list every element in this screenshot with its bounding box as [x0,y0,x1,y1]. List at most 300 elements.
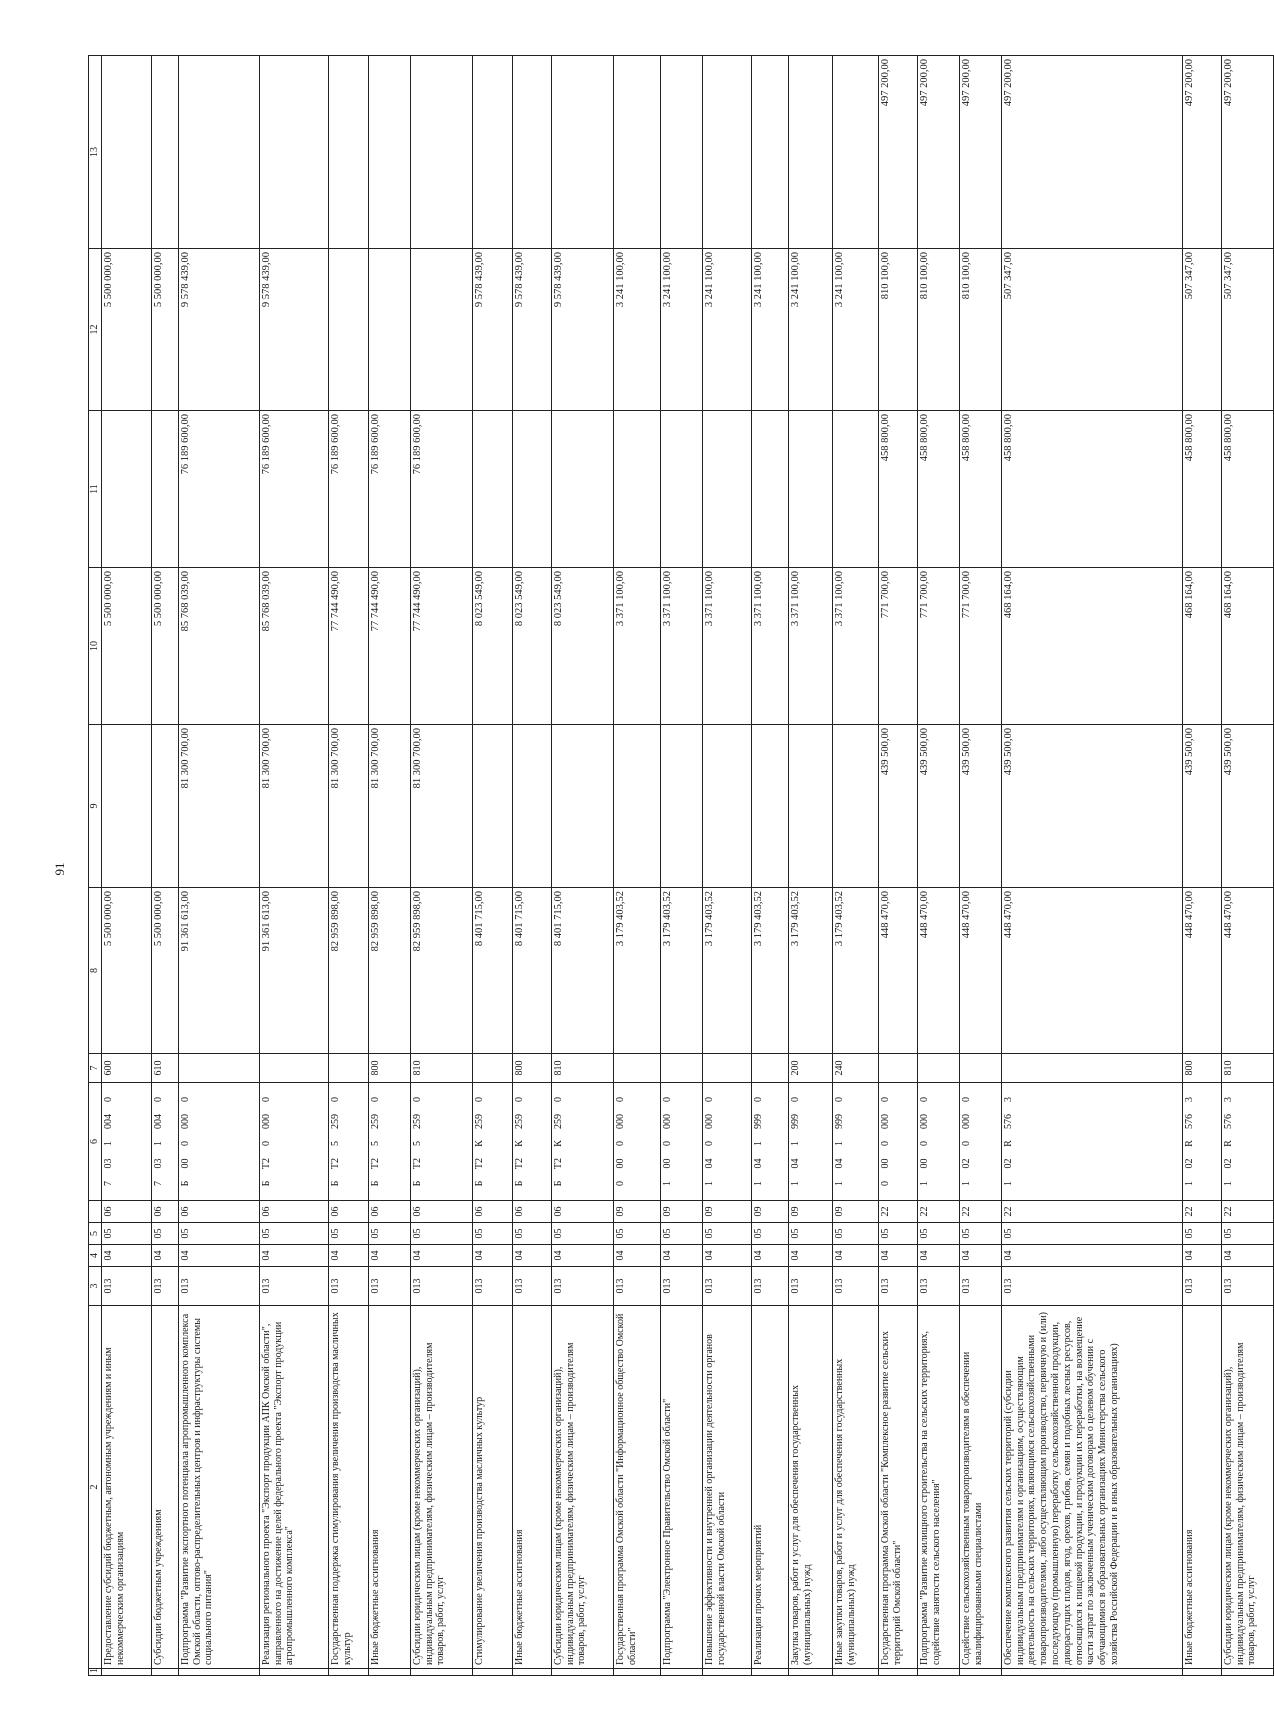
code-part: 04 [789,1158,801,1169]
section-code: 04 [328,1245,368,1267]
amount-c8: 5 500 000,00 [151,888,178,1054]
code-part: 000 [918,1114,930,1129]
program-code: 06 [328,1201,368,1223]
code-part: 04 [833,1158,845,1169]
code-part: 0 [703,1097,715,1102]
program-code: 22 [917,1201,959,1223]
amount-c11 [472,411,512,568]
amount-c10: 3 371 100,00 [751,568,788,725]
amount-c13 [551,56,613,249]
row-marker-cell [702,1669,751,1676]
amount-c10: 85 768 039,00 [259,568,328,725]
code-part: Б [329,1180,341,1187]
table-row [101,56,151,1676]
ministry-code: 013 [959,1267,1001,1306]
ministry-code: 013 [178,1267,259,1306]
code-part: Т2 [369,1157,381,1170]
amount-c12: 810 100,00 [917,249,959,411]
amount-c13: 497 200,00 [917,56,959,249]
row-name: Государственная программа Омской области "Информационное общество Омской области" [613,1306,660,1669]
amount-c8: 82 959 898,00 [410,888,472,1054]
code-part: 1 [703,1181,715,1186]
amount-c10: 468 164,00 [1182,568,1221,725]
code-part: 259 [369,1114,381,1129]
code-part: 03 [102,1158,114,1169]
amount-c12: 3 241 100,00 [788,249,832,411]
program-code: 09 [613,1201,660,1223]
amount-c13 [328,56,368,249]
code-part: 0 [960,1141,972,1146]
section-code: 04 [101,1245,151,1267]
amount-c9 [472,725,512,888]
ministry-code: 013 [1001,1267,1182,1306]
table-row [751,56,788,1676]
subsection-code: 05 [328,1223,368,1245]
code-part: 3 [1183,1097,1195,1102]
code-part: 1 [789,1141,801,1146]
amount-c13 [788,56,832,249]
code-part: Б [411,1180,423,1187]
amount-c12: 5 500 000,00 [151,249,178,411]
amount-c12: 9 578 439,00 [472,249,512,411]
code-part: 00 [614,1158,626,1169]
amount-c9 [151,725,178,888]
row-name: Государственная поддержка стимулирования увеличения производства масличных культур [328,1306,368,1669]
section-code: 04 [178,1245,259,1267]
code-part: 999 [833,1114,845,1129]
code-part: 00 [879,1158,891,1169]
table-row [472,56,512,1676]
amount-c13 [151,56,178,249]
amount-c11: 76 189 600,00 [410,411,472,568]
row-name: Иные закупки товаров, работ и услуг для обеспечения государственных (муниципальных) нужд [832,1306,878,1669]
program-code: 06 [151,1201,178,1223]
section-code: 04 [472,1245,512,1267]
amount-c9: 439 500,00 [959,725,1001,888]
amount-c12: 810 100,00 [878,249,917,411]
expense-type-code: 610 [151,1054,178,1083]
row-marker-cell [551,1669,613,1676]
code-part: 1 [960,1181,972,1186]
row-name: Субсидии бюджетным учреждениям [151,1306,178,1669]
subsection-code: 05 [959,1223,1001,1245]
section-code: 04 [613,1245,660,1267]
ministry-code: 013 [917,1267,959,1306]
amount-c12: 3 241 100,00 [613,249,660,411]
ministry-code: 013 [751,1267,788,1306]
amount-c10: 8 023 549,00 [551,568,613,725]
section-code: 04 [410,1245,472,1267]
amount-c11 [832,411,878,568]
subsection-code: 05 [917,1223,959,1245]
amount-c8: 3 179 403,52 [751,888,788,1054]
amount-c8: 8 401 715,00 [472,888,512,1054]
code-part: Т2 [260,1157,272,1170]
code-part: 0 [260,1097,272,1102]
subsection-code: 05 [512,1223,551,1245]
program-code: 09 [702,1201,751,1223]
expense-type-code: 800 [1182,1054,1221,1083]
code-part: Б [473,1180,485,1187]
section-code: 04 [551,1245,613,1267]
column-header: 5 [89,1223,102,1245]
target-article-code [702,1083,751,1201]
code-part: 1 [1222,1181,1234,1186]
section-code: 04 [751,1245,788,1267]
code-part: 259 [329,1114,341,1129]
program-code: 06 [512,1201,551,1223]
subsection-code: 05 [878,1223,917,1245]
amount-c13 [259,56,328,249]
amount-c8: 448 470,00 [1001,888,1182,1054]
expense-type-code [613,1054,660,1083]
column-header: 3 [89,1267,102,1306]
amount-c9 [551,725,613,888]
amount-c8: 8 401 715,00 [551,888,613,1054]
code-part: 04 [752,1158,764,1169]
section-code: 04 [959,1245,1001,1267]
expense-type-code [660,1054,702,1083]
row-name: Субсидии юридическим лицам (кроме некоммерческих организаций), индивидуальным предпринимателям, физическим лицам – производителям товаров, работ, услуг [1221,1306,1273,1669]
expense-type-code: 200 [788,1054,832,1083]
amount-c12: 9 578 439,00 [551,249,613,411]
code-part: 1 [833,1141,845,1146]
amount-c9: 81 300 700,00 [178,725,259,888]
amount-c11: 458 800,00 [878,411,917,568]
section-code: 04 [512,1245,551,1267]
code-part: R [1002,1140,1014,1147]
program-code: 22 [1001,1201,1182,1223]
amount-c9: 439 500,00 [1182,725,1221,888]
code-part: 0 [661,1097,673,1102]
expense-type-code: 810 [1221,1054,1273,1083]
target-article-code [788,1083,832,1201]
code-part: 999 [752,1114,764,1129]
amount-c11 [751,411,788,568]
amount-c13 [512,56,551,249]
ministry-code: 013 [613,1267,660,1306]
row-marker-cell [917,1669,959,1676]
section-code: 04 [832,1245,878,1267]
amount-c9: 439 500,00 [878,725,917,888]
code-part: 0 [614,1181,626,1186]
row-marker-cell [368,1669,410,1676]
row-name: Иные бюджетные ассигнования [1182,1306,1221,1669]
code-part: 02 [1222,1158,1234,1169]
row-name: Стимулирование увеличения производства масличных культур [472,1306,512,1669]
amount-c10: 468 164,00 [1221,568,1273,725]
amount-c12: 3 241 100,00 [751,249,788,411]
amount-c12: 810 100,00 [959,249,1001,411]
row-marker-cell [959,1669,1001,1676]
row-marker-cell [512,1669,551,1676]
code-part: Б [513,1180,525,1187]
amount-c8: 3 179 403,52 [613,888,660,1054]
subsection-code: 05 [1001,1223,1182,1245]
code-part: 000 [879,1114,891,1129]
amount-c8: 3 179 403,52 [660,888,702,1054]
amount-c10: 3 371 100,00 [832,568,878,725]
code-part: 0 [369,1097,381,1102]
row-name: Повышение эффективности и внутренней организации деятельности органов государственной власти Омской области [702,1306,751,1669]
section-code: 04 [368,1245,410,1267]
code-part: Б [369,1180,381,1187]
amount-c9: 81 300 700,00 [368,725,410,888]
code-part: Т2 [411,1157,423,1170]
expense-type-code [178,1054,259,1083]
amount-c10: 3 371 100,00 [788,568,832,725]
amount-c10: 771 700,00 [917,568,959,725]
code-part: Т2 [473,1157,485,1170]
row-name: Государственная программа Омской области "Комплексное развитие сельских территорий Омской области" [878,1306,917,1669]
amount-c11: 76 189 600,00 [178,411,259,568]
target-article-code [512,1083,551,1201]
expense-type-code: 800 [512,1054,551,1083]
row-name: Реализация прочих мероприятий [751,1306,788,1669]
code-part: 1 [752,1181,764,1186]
subsection-code: 05 [259,1223,328,1245]
table-row [178,56,259,1676]
code-part: 02 [1002,1158,1014,1169]
row-name: Предоставление субсидий бюджетным, автономным учреждениям и иным некоммерческим организациям [101,1306,151,1669]
amount-c11: 76 189 600,00 [368,411,410,568]
code-part: 0 [329,1097,341,1102]
column-header: 9 [89,725,102,888]
amount-c10: 5 500 000,00 [151,568,178,725]
code-part: 0 [260,1141,272,1146]
amount-c8: 82 959 898,00 [328,888,368,1054]
table-row [551,56,613,1676]
section-code: 04 [702,1245,751,1267]
amount-c9: 439 500,00 [917,725,959,888]
row-marker-cell [101,1669,151,1676]
subsection-code: 05 [788,1223,832,1245]
row-name: Закупка товаров, работ и услуг для обеспечения государственных (муниципальных) нужд [788,1306,832,1669]
column-header: 2 [89,1306,102,1669]
amount-c9: 81 300 700,00 [410,725,472,888]
code-part: 576 [1222,1114,1234,1129]
amount-c8: 5 500 000,00 [101,888,151,1054]
expense-type-code: 810 [551,1054,613,1083]
code-part: 000 [179,1114,191,1129]
ministry-code: 013 [328,1267,368,1306]
row-name: Содействие сельскохозяйственным товаропроизводителям в обеспечении квалифицированными специалистами [959,1306,1001,1669]
amount-c8: 448 470,00 [878,888,917,1054]
row-marker-cell [472,1669,512,1676]
target-article-code [1221,1083,1273,1201]
code-part: 5 [411,1141,423,1146]
amount-c11: 458 800,00 [1182,411,1221,568]
ministry-code: 013 [1221,1267,1273,1306]
code-part: К [552,1140,564,1147]
code-part: 0 [789,1097,801,1102]
amount-c9: 439 500,00 [1001,725,1182,888]
code-part: 0 [703,1141,715,1146]
amount-c9 [788,725,832,888]
target-article-code [178,1083,259,1201]
section-code: 04 [1001,1245,1182,1267]
amount-c8: 448 470,00 [959,888,1001,1054]
amount-c8: 3 179 403,52 [788,888,832,1054]
target-article-code [1001,1083,1182,1201]
amount-c11 [101,411,151,568]
target-article-code [472,1083,512,1201]
table-row [328,56,368,1676]
amount-c10: 3 371 100,00 [702,568,751,725]
code-part: 000 [260,1114,272,1129]
section-code: 04 [1221,1245,1273,1267]
code-part: 0 [752,1097,764,1102]
amount-c12: 9 578 439,00 [178,249,259,411]
code-part: 7 [152,1181,164,1186]
expense-type-code [702,1054,751,1083]
expense-type-code [878,1054,917,1083]
code-part: 3 [1002,1097,1014,1102]
code-part: 0 [102,1097,114,1102]
row-marker-cell [410,1669,472,1676]
amount-c12: 3 241 100,00 [832,249,878,411]
row-name: Реализация регионального проекта "Экспорт продукции АПК Омской области", направленного на достижение целей федерального проекта "Экспорт продукции агропромышленного комплекса" [259,1306,328,1669]
code-part: R [1222,1140,1234,1147]
amount-c9 [613,725,660,888]
amount-c11 [551,411,613,568]
amount-c11 [613,411,660,568]
code-part: 04 [703,1158,715,1169]
code-part: 1 [102,1141,114,1146]
code-part: 0 [918,1097,930,1102]
code-part: 259 [552,1114,564,1129]
code-part: Т2 [329,1157,341,1170]
subsection-code: 05 [368,1223,410,1245]
program-code: 22 [878,1201,917,1223]
code-part: 3 [1222,1097,1234,1102]
amount-c8: 448 470,00 [1182,888,1221,1054]
row-name: Подпрограмма "Развитие жилищного строительства на сельских территориях, содействие занятости сельского населения" [917,1306,959,1669]
amount-c9 [101,725,151,888]
code-part: 576 [1183,1114,1195,1129]
subsection-code: 05 [660,1223,702,1245]
code-part: 1 [1002,1181,1014,1186]
ministry-code: 013 [788,1267,832,1306]
program-code: 09 [788,1201,832,1223]
amount-c9 [512,725,551,888]
row-name: Иные бюджетные ассигнования [368,1306,410,1669]
amount-c8: 3 179 403,52 [702,888,751,1054]
code-part: 1 [918,1181,930,1186]
program-code: 22 [1221,1201,1273,1223]
amount-c8: 448 470,00 [917,888,959,1054]
subsection-code: 05 [1182,1223,1221,1245]
amount-c8: 82 959 898,00 [368,888,410,1054]
amount-c13: 497 200,00 [1001,56,1182,249]
amount-c8: 91 361 613,00 [259,888,328,1054]
amount-c9: 439 500,00 [1221,725,1273,888]
program-code: 06 [259,1201,328,1223]
code-part: К [473,1140,485,1147]
code-part: 1 [1183,1181,1195,1186]
subsection-code: 05 [751,1223,788,1245]
row-name: Иные бюджетные ассигнования [512,1306,551,1669]
program-code: 09 [751,1201,788,1223]
subsection-code: 05 [702,1223,751,1245]
amount-c8: 91 361 613,00 [178,888,259,1054]
row-marker-cell [660,1669,702,1676]
code-part: Б [260,1180,272,1187]
section-code: 04 [1182,1245,1221,1267]
amount-c9 [832,725,878,888]
amount-c11: 458 800,00 [959,411,1001,568]
program-code: 06 [178,1201,259,1223]
code-part: 03 [152,1158,164,1169]
amount-c11: 458 800,00 [1001,411,1182,568]
amount-c10: 77 744 490,00 [410,568,472,725]
code-part: 0 [473,1097,485,1102]
amount-c10: 8 023 549,00 [512,568,551,725]
code-part: К [513,1140,525,1147]
amount-c8: 448 470,00 [1221,888,1273,1054]
amount-c13 [613,56,660,249]
amount-c11 [788,411,832,568]
column-header: 6 [89,1083,102,1201]
column-header: 1 [89,1669,102,1676]
amount-c12: 507 347,00 [1182,249,1221,411]
column-header [89,1201,102,1223]
target-article-code [1182,1083,1221,1201]
code-part: 02 [1183,1158,1195,1169]
code-part: 02 [960,1158,972,1169]
amount-c13: 497 200,00 [959,56,1001,249]
target-article-code [959,1083,1001,1201]
program-code: 22 [959,1201,1001,1223]
amount-c12: 5 500 000,00 [101,249,151,411]
code-part: 0 [879,1097,891,1102]
amount-c10: 8 023 549,00 [472,568,512,725]
code-part: 00 [179,1158,191,1169]
code-part: Т2 [552,1157,564,1170]
target-article-code [328,1083,368,1201]
expense-type-code: 810 [410,1054,472,1083]
amount-c13: 497 200,00 [1182,56,1221,249]
amount-c12: 3 241 100,00 [702,249,751,411]
code-part: Т2 [513,1157,525,1170]
subsection-code: 05 [178,1223,259,1245]
expense-type-code: 800 [368,1054,410,1083]
row-marker-cell [178,1669,259,1676]
column-header: 13 [89,56,102,249]
row-marker-cell [613,1669,660,1676]
table-row [1001,56,1182,1676]
code-part: 0 [879,1181,891,1186]
program-code: 09 [660,1201,702,1223]
subsection-code: 05 [1221,1223,1273,1245]
amount-c12: 9 578 439,00 [512,249,551,411]
table-row [788,56,832,1676]
row-marker-cell [1182,1669,1221,1676]
code-part: 000 [661,1114,673,1129]
table-row [959,56,1001,1676]
ministry-code: 013 [512,1267,551,1306]
column-header: 4 [89,1245,102,1267]
row-name: Подпрограмма "Электронное Правительство Омской области" [660,1306,702,1669]
amount-c10: 77 744 490,00 [328,568,368,725]
target-article-code [151,1083,178,1201]
amount-c13 [472,56,512,249]
table-row [832,56,878,1676]
code-part: R [1183,1140,1195,1147]
code-part: 0 [614,1097,626,1102]
row-marker-cell [151,1669,178,1676]
amount-c10: 5 500 000,00 [101,568,151,725]
